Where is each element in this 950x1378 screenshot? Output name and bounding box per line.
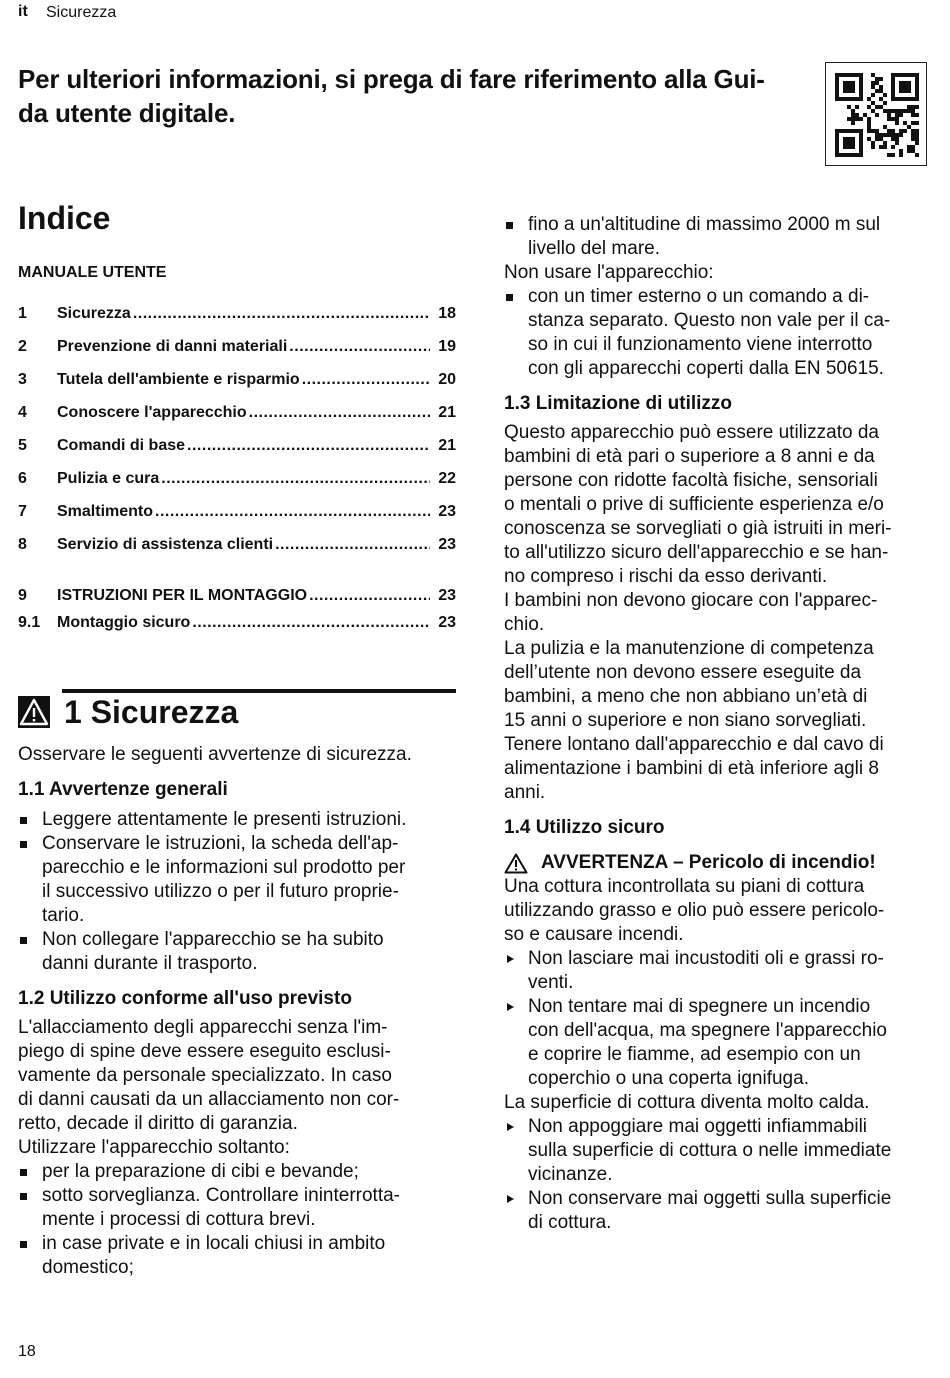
toc-row[interactable] (18, 367, 456, 389)
text-line: sotto sorveglianza. Controllare ininterrotta- (42, 1185, 401, 1206)
toc-number: 3 (18, 371, 27, 388)
toc-entry-title: Sicurezza (57, 305, 131, 322)
text-line: mente i processi di cottura brevi. (42, 1209, 316, 1230)
subsection-title: 1.3 Limitazione di utilizzo (504, 393, 733, 414)
text-line: con gli apparecchi coperti dalla EN 50615. (528, 358, 884, 379)
text-line: Non tentare mai di spegnere un incendio (528, 996, 871, 1017)
text-line: I bambini non devono giocare con l'apparec- (504, 590, 878, 611)
toc-leader (187, 437, 430, 455)
text-line: di cottura. (528, 1212, 612, 1233)
toc-row[interactable] (18, 301, 456, 323)
text-line: con un timer esterno o un comando a di- (528, 286, 870, 307)
text-line: Non conservare mai oggetti sulla superficie (528, 1188, 892, 1209)
toc-entry-title: Tutela dell'ambiente e risparmio (57, 371, 300, 388)
text-line: Questo apparecchio può essere utilizzato da (504, 422, 879, 443)
toc-number: 5 (18, 437, 27, 454)
toc-page: 18 (438, 305, 456, 322)
text-line: Non appoggiare mai oggetti infiammabili (528, 1116, 868, 1137)
toc-row[interactable] (18, 610, 456, 632)
toc-number: 9 (18, 587, 27, 604)
text-line: tario. (42, 905, 85, 926)
page-number: 18 (18, 1343, 36, 1360)
text-line: e coprire le fiamme, ad esempio con un (528, 1044, 861, 1065)
list-item (18, 1184, 458, 1232)
text-line: anni. (504, 782, 546, 803)
toc-heading: MANUALE UTENTE (18, 264, 167, 281)
toc-number: 1 (18, 305, 27, 322)
text-line: La pulizia e la manutenzione di competenza (504, 638, 874, 659)
text-line: L'allacciamento degli apparecchi senza l'im- (18, 1017, 388, 1038)
list-item (18, 832, 458, 928)
text-line: so in cui il funzionamento viene interrotto (528, 334, 873, 355)
qr-code-graphic (835, 73, 919, 157)
text-line: venti. (528, 972, 574, 993)
paragraph: Non usare l'apparecchio: (504, 262, 714, 283)
toc-page: 22 (438, 470, 456, 487)
toc-leader (161, 470, 430, 488)
notice-line: da utente digitale. (18, 98, 236, 128)
paragraph (504, 733, 944, 805)
toc-page: 20 (438, 371, 456, 388)
warning-heading (504, 851, 944, 875)
toc-row[interactable] (18, 583, 456, 605)
subsection-title: 1.1 Avvertenze generali (18, 779, 228, 800)
toc-number: 9.1 (18, 614, 41, 631)
toc-entry-title: Conoscere l'apparecchio (57, 404, 247, 421)
toc-page: 23 (438, 536, 456, 553)
text-line: dell’utente non devono essere eseguite da (504, 662, 862, 683)
text-line: livello del mare. (528, 238, 660, 259)
toc-page: 23 (438, 587, 456, 604)
text-line: conoscenza se sorvegliati o già istruiti in meri- (504, 518, 892, 539)
toc-entry-title: Comandi di base (57, 437, 186, 454)
warning-text: AVVERTENZA – Pericolo di incendio! (541, 852, 876, 873)
section-title: 1 Sicurezza (64, 694, 239, 730)
text-line: domestico; (42, 1257, 134, 1278)
text-line: Una cottura incontrollata su piani di cottura (504, 876, 865, 897)
list-item (18, 928, 458, 976)
text-line: il successivo utilizzo o per il futuro proprie- (42, 881, 399, 902)
paragraph: Utilizzare l'apparecchio soltanto: (18, 1137, 290, 1158)
text-line: persone con ridotte facoltà fisiche, sensoriali (504, 470, 878, 491)
left-column (18, 743, 458, 1280)
action-item (504, 995, 944, 1091)
section-rule (62, 689, 456, 693)
toc-page: 21 (438, 404, 456, 421)
text-line: bambini di età pari o superiore a 8 anni e da (504, 446, 875, 467)
running-header-section: Sicurezza (46, 4, 117, 21)
text-line: so e causare incendi. (504, 924, 684, 945)
toc-row[interactable] (18, 433, 456, 455)
text-line: Non collegare l'apparecchio se ha subito (42, 929, 384, 950)
toc-page: 23 (438, 614, 456, 631)
toc-entry-title: Prevenzione di danni materiali (57, 338, 288, 355)
toc-entry-title: Servizio di assistenza clienti (57, 536, 274, 553)
notice-line: Per ulteriori informazioni, si prega di fare riferimento alla Gui- (18, 64, 765, 94)
toc-number: 8 (18, 536, 27, 553)
action-item (504, 1187, 944, 1235)
toc-leader (302, 371, 430, 389)
toc-leader (192, 614, 430, 632)
toc-number: 6 (18, 470, 27, 487)
digital-guide-notice (18, 62, 818, 130)
text-line: vamente da personale specializzato. In caso (18, 1065, 392, 1086)
toc-leader (289, 338, 430, 356)
text-line: alimentazione i bambini di età inferiore agli 8 (504, 758, 879, 779)
text-line: con dell'acqua, ma spegnere l'apparecchio (528, 1020, 887, 1041)
toc-leader (249, 404, 430, 422)
text-line: 15 anni o superiore e non siano sorvegliati. (504, 710, 867, 731)
subsection-title: 1.2 Utilizzo conforme all'uso previsto (18, 988, 352, 1009)
subsection-title: 1.4 Utilizzo sicuro (504, 817, 665, 838)
list-item (18, 1232, 458, 1280)
toc-leader (133, 305, 430, 323)
paragraph (504, 421, 944, 589)
text-line: danni durante il trasporto. (42, 953, 258, 974)
language-code: it (18, 3, 28, 20)
toc-number: 2 (18, 338, 27, 355)
text-line: coperchio o una coperta ignifuga. (528, 1068, 809, 1089)
toc-leader (155, 503, 430, 521)
text-line: Non lasciare mai incustoditi oli e grassi ro- (528, 948, 884, 969)
toc-row[interactable] (18, 466, 456, 488)
toc-entry-title: Pulizia e cura (57, 470, 160, 487)
text-line: to all'utilizzo sicuro dell'apparecchio e se han- (504, 542, 889, 563)
toc-page: 19 (438, 338, 456, 355)
toc-entry-title: Montaggio sicuro (57, 614, 191, 631)
text-line: sulla superficie di cottura o nelle immediate (528, 1140, 892, 1161)
toc-number: 4 (18, 404, 27, 421)
text-line: vicinanze. (528, 1164, 613, 1185)
toc-leader (275, 536, 430, 554)
action-item (504, 947, 944, 995)
list-item (504, 213, 944, 261)
toc-entry-title: ISTRUZIONI PER IL MONTAGGIO (57, 587, 308, 604)
right-column (504, 213, 944, 1235)
toc-page: 21 (438, 437, 456, 454)
paragraph (504, 875, 944, 947)
text-line: utilizzando grasso e olio può essere pericolo- (504, 900, 885, 921)
text-line: Conservare le istruzioni, la scheda dell'ap- (42, 833, 399, 854)
warning-triangle-icon (18, 696, 50, 733)
text-line: fino a un'altitudine di massimo 2000 m sul (528, 214, 881, 235)
qr-code-icon (825, 62, 927, 166)
paragraph (504, 637, 944, 733)
toc-entry-title: Smaltimento (57, 503, 154, 520)
toc-title: Indice (18, 200, 111, 236)
text-line: bambini, a meno che non abbiano un’età di (504, 686, 868, 707)
text-line: o mentali o prive di sufficiente esperienza e/o (504, 494, 884, 515)
list-item: per la preparazione di cibi e bevande; (18, 1160, 458, 1184)
warning-triangle-icon (504, 853, 528, 874)
toc-row[interactable] (18, 334, 456, 356)
text-line: piego di spine deve essere eseguito esclusi- (18, 1041, 391, 1062)
section-intro: Osservare le seguenti avvertenze di sicurezza. (18, 744, 412, 765)
text-line: chio. (504, 614, 545, 635)
toc-number: 7 (18, 503, 27, 520)
text-line: stanza separato. Questo non vale per il ca- (528, 310, 891, 331)
text-line: di danni causati da un allacciamento non cor- (18, 1089, 400, 1110)
toc-row[interactable] (18, 499, 456, 521)
toc-row[interactable] (18, 400, 456, 422)
paragraph (18, 1016, 458, 1136)
toc-row[interactable] (18, 532, 456, 554)
toc-leader (309, 587, 430, 605)
text-line: no compreso i rischi da esso derivanti. (504, 566, 828, 587)
text-line: in case private e in locali chiusi in ambito (42, 1233, 386, 1254)
list-item: Leggere attentamente le presenti istruzioni. (18, 808, 458, 832)
list-item (504, 285, 944, 381)
text-line: retto, decade il diritto di garanzia. (18, 1113, 298, 1134)
text-line: parecchio e le informazioni sul prodotto per (42, 857, 406, 878)
text-line: Tenere lontano dall'apparecchio e dal cavo di (504, 734, 884, 755)
toc-page: 23 (438, 503, 456, 520)
paragraph (504, 589, 944, 637)
action-item (504, 1115, 944, 1187)
paragraph: La superficie di cottura diventa molto calda. (504, 1092, 870, 1113)
